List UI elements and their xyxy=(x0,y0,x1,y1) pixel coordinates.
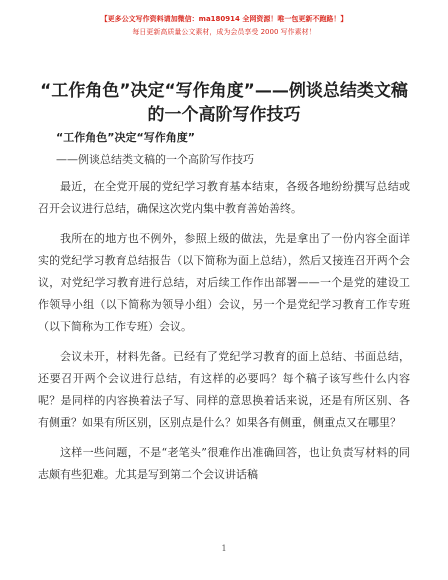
document-body xyxy=(38,176,410,494)
paragraph: 这样一些问题，不是“老笔头”很难作出准确回答，也让负责写材料的同志颇有些犯难。尤其是写到第二个会议讲话稿 xyxy=(38,446,410,481)
promo-banner-line-2: 每日更新高质量公文素材，成为会员享受 2000 写作素材！ xyxy=(132,28,316,36)
promo-banner-line-1: 【更多公文写作资料请加微信：ma180914 全网资源！唯一包更新不跑路！】 xyxy=(100,15,348,23)
paragraph: 最近，在全党开展的党纪学习教育基本结束，各级各地纷纷撰写总结或召开会议进行总结，确保这次党内集中教育善始善终。 xyxy=(38,180,410,215)
paragraph: 我所在的地方也不例外，参照上级的做法，先是拿出了一份内容全面详实的党纪学习教育总结报告（以下简称为面上总结），然后又接连召开两个会议，对党纪学习教育进行总结，对后续工作作出部署——一个是党的建设工作领导小组（以下简称为领导小组）会议，另一个是党纪学习教育工作专班（以下简称为工作专班）会议。 xyxy=(38,232,410,333)
paragraph: 会议未开，材料先备。已经有了党纪学习教育的面上总结、书面总结，还要召开两个会议进行总结，有这样的必要吗？每个稿子该写些什么内容呢？是同样的内容换着法子写、同样的意思换着话来说，还是有所区别、各有侧重？如果有所区别，区别点是什么？如果各有侧重，侧重点又在哪里？ xyxy=(38,350,410,429)
promo-banner xyxy=(0,14,448,38)
document-title: “工作角色”决定“写作角度”——例谈总结类文稿的一个高阶写作技巧 xyxy=(40,81,408,125)
page-number: 1 xyxy=(221,544,227,553)
subtitle-heading: “工作角色”决定“写作角度” xyxy=(56,131,195,144)
subtitle-subheading: ——例谈总结类文稿的一个高阶写作技巧 xyxy=(56,153,254,166)
